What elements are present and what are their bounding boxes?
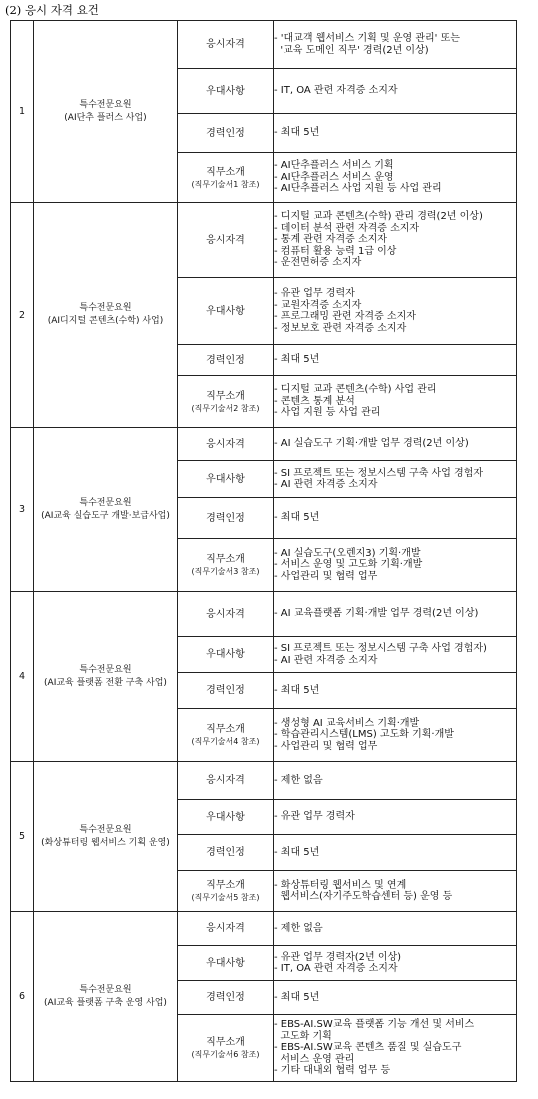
detail-line: - 화상튜터링 웹서비스 및 연계 bbox=[274, 879, 407, 891]
detail-cell bbox=[274, 835, 517, 871]
detail-line: - EBS-AI.SW교육 콘텐츠 품질 및 실습도구 bbox=[274, 1042, 462, 1054]
detail-line: '교육 도메인 직무' 경력(2년 이상) bbox=[274, 44, 429, 56]
detail-cell bbox=[274, 114, 517, 153]
detail-line: - SI 프로젝트 또는 정보시스템 구축 사업 경험자 bbox=[274, 467, 484, 479]
category-cell bbox=[178, 203, 274, 278]
category-cell bbox=[178, 21, 274, 69]
detail-line: - EBS-AI.SW교육 플랫폼 기능 개선 및 서비스 bbox=[274, 1019, 475, 1031]
section-number: 2 bbox=[11, 203, 34, 428]
category-cell bbox=[178, 709, 274, 762]
detail-line: - 생성형 AI 교육서비스 기획·개발 bbox=[274, 717, 420, 729]
detail-cell bbox=[274, 673, 517, 709]
position-cell bbox=[34, 592, 178, 762]
category-label: 우대사항 bbox=[206, 85, 245, 97]
detail-cell bbox=[274, 709, 517, 762]
table-row bbox=[11, 428, 517, 461]
category-cell bbox=[178, 69, 274, 114]
position-cell bbox=[34, 428, 178, 592]
detail-line: - IT, OA 관련 자격증 소지자 bbox=[274, 85, 398, 97]
detail-line: - 제한 없음 bbox=[274, 922, 323, 934]
category-label: 우대사항 bbox=[206, 811, 245, 823]
section-number: 5 bbox=[11, 762, 34, 912]
section-heading: (2) 응시 자격 요건 bbox=[5, 3, 99, 17]
category-label: 경력인정 bbox=[206, 847, 245, 858]
qualification-table bbox=[10, 20, 517, 1082]
project-name: (AI교육 플랫폼 구축 운영 사업) bbox=[44, 997, 167, 1008]
detail-line: - AI 실습도구 기획·개발 업무 경력(2년 이상) bbox=[274, 438, 469, 450]
category-cell bbox=[178, 278, 274, 345]
project-name: (화상튜터링 웹서비스 기획 운영) bbox=[41, 837, 170, 848]
section-number: 3 bbox=[11, 428, 34, 592]
detail-line: - 사업관리 및 협력 업무 bbox=[274, 570, 378, 582]
category-label: 응시자격 bbox=[206, 923, 245, 934]
position-title: 특수전문요원 bbox=[79, 824, 132, 835]
category-cell bbox=[178, 871, 274, 912]
detail-line: - 최대 5년 bbox=[274, 991, 320, 1003]
category-cell bbox=[178, 946, 274, 981]
category-label: 직무소개 bbox=[206, 880, 245, 891]
detail-line: - 최대 5년 bbox=[274, 512, 320, 524]
detail-line: - AI 관련 자격증 소지자 bbox=[274, 479, 378, 490]
table-row bbox=[11, 762, 517, 800]
detail-line: - IT, OA 관련 자격증 소지자 bbox=[274, 963, 398, 974]
detail-line: 웹서비스(자기주도학습센터 등) 운영 등 bbox=[274, 891, 453, 902]
table-row bbox=[11, 203, 517, 278]
category-cell bbox=[178, 153, 274, 203]
detail-line: - 제한 없음 bbox=[274, 774, 323, 786]
detail-cell bbox=[274, 539, 517, 592]
detail-line: - AI 실습도구(오렌지3) 기획·개발 bbox=[274, 547, 421, 559]
detail-cell bbox=[274, 981, 517, 1015]
category-label: 응시자격 bbox=[206, 438, 245, 450]
category-reference: (직무기술서2 참조) bbox=[191, 403, 260, 413]
section-number: 1 bbox=[11, 21, 34, 203]
category-label: 경력인정 bbox=[206, 512, 245, 524]
detail-line: - 최대 5년 bbox=[274, 846, 320, 858]
category-label: 직무소개 bbox=[206, 554, 245, 565]
detail-line: - 사업관리 및 협력 업무 bbox=[274, 740, 378, 752]
detail-line: - 서비스 운영 및 고도화 기획·개발 bbox=[274, 559, 423, 571]
category-cell bbox=[178, 1015, 274, 1082]
category-label: 우대사항 bbox=[206, 649, 245, 660]
category-label: 우대사항 bbox=[206, 957, 245, 969]
detail-cell bbox=[274, 912, 517, 946]
category-label: 응시자격 bbox=[206, 608, 245, 620]
category-cell bbox=[178, 498, 274, 539]
category-reference: (직무기술서5 참조) bbox=[191, 893, 260, 902]
position-title: 특수전문요원 bbox=[79, 984, 132, 995]
detail-line: - AI단추플러스 서비스 기획 bbox=[274, 160, 394, 172]
category-cell bbox=[178, 637, 274, 673]
detail-line: - 통계 관련 자격증 소지자 bbox=[274, 234, 387, 246]
detail-cell bbox=[274, 637, 517, 673]
category-label: 경력인정 bbox=[206, 354, 245, 366]
position-title: 특수전문요원 bbox=[79, 99, 132, 110]
category-reference: (직무기술서3 참조) bbox=[191, 567, 260, 576]
category-reference: (직무기술서1 참조) bbox=[191, 179, 260, 189]
detail-line: - 유관 업무 경력자 bbox=[274, 288, 355, 299]
category-cell bbox=[178, 835, 274, 871]
category-cell bbox=[178, 673, 274, 709]
section-number: 6 bbox=[11, 912, 34, 1082]
detail-cell bbox=[274, 278, 517, 345]
project-name: (AI교육 플랫폼 전환 구축 사업) bbox=[44, 677, 167, 688]
position-cell bbox=[34, 21, 178, 203]
detail-line: - AI단추플러스 서비스 운영 bbox=[274, 171, 394, 183]
category-cell bbox=[178, 461, 274, 498]
category-label: 직무소개 bbox=[206, 1037, 245, 1048]
category-cell bbox=[178, 114, 274, 153]
detail-line: - 디지털 교과 콘텐츠(수학) 사업 관리 bbox=[274, 384, 437, 396]
category-label: 우대사항 bbox=[206, 473, 245, 485]
detail-cell bbox=[274, 428, 517, 461]
category-cell bbox=[178, 539, 274, 592]
category-cell bbox=[178, 800, 274, 835]
project-name: (AI교육 실습도구 개발·보급사업) bbox=[41, 510, 170, 521]
section-number: 4 bbox=[11, 592, 34, 762]
detail-cell bbox=[274, 376, 517, 428]
position-cell bbox=[34, 762, 178, 912]
detail-line: - 데이터 분석 관련 자격증 소지자 bbox=[274, 222, 420, 234]
detail-cell bbox=[274, 203, 517, 278]
category-label: 경력인정 bbox=[206, 685, 245, 696]
category-label: 우대사항 bbox=[206, 305, 245, 317]
detail-cell bbox=[274, 498, 517, 539]
detail-line: - 사업 지원 등 사업 관리 bbox=[274, 407, 381, 419]
detail-line: 고도화 기획 bbox=[274, 1030, 332, 1042]
detail-line: - 유관 업무 경력자 bbox=[274, 811, 355, 823]
detail-line: - 운전면허증 소지자 bbox=[274, 257, 362, 269]
category-label: 경력인정 bbox=[206, 992, 245, 1003]
detail-cell bbox=[274, 345, 517, 376]
category-label: 응시자격 bbox=[206, 775, 245, 786]
detail-line: - SI 프로젝트 또는 정보시스템 구축 사업 경험자) bbox=[274, 643, 487, 654]
project-name: (AI단추 플러스 사업) bbox=[64, 112, 147, 123]
detail-line: - AI 관련 자격증 소지자 bbox=[274, 654, 378, 666]
category-label: 응시자격 bbox=[206, 234, 245, 246]
position-title: 특수전문요원 bbox=[79, 303, 132, 313]
detail-cell bbox=[274, 592, 517, 637]
category-cell bbox=[178, 981, 274, 1015]
detail-cell bbox=[274, 762, 517, 800]
detail-line: - '대교객 웹서비스 기획 및 운영 관리' 또는 bbox=[274, 33, 460, 44]
detail-line: - 학습관리시스템(LMS) 고도화 기획·개발 bbox=[274, 729, 454, 741]
category-cell bbox=[178, 376, 274, 428]
detail-cell bbox=[274, 461, 517, 498]
category-cell bbox=[178, 345, 274, 376]
position-title: 특수전문요원 bbox=[79, 664, 132, 675]
detail-cell bbox=[274, 1015, 517, 1082]
detail-line: - 컴퓨터 활용 능력 1급 이상 bbox=[274, 245, 397, 257]
detail-cell bbox=[274, 800, 517, 835]
detail-line: - 최대 5년 bbox=[274, 684, 320, 696]
detail-line: - 디지털 교과 콘텐츠(수학) 관리 경력(2년 이상) bbox=[274, 211, 483, 223]
category-label: 직무소개 bbox=[206, 390, 245, 402]
category-label: 응시자격 bbox=[206, 39, 245, 50]
detail-line: - 최대 5년 bbox=[274, 127, 320, 139]
detail-cell bbox=[274, 21, 517, 69]
position-title: 특수전문요원 bbox=[79, 497, 132, 508]
category-cell bbox=[178, 592, 274, 637]
table-row bbox=[11, 21, 517, 69]
detail-cell bbox=[274, 946, 517, 981]
project-name: (AI디지털 콘텐츠(수학) 사업) bbox=[47, 316, 164, 326]
detail-line: - 최대 5년 bbox=[274, 354, 320, 366]
category-reference: (직무기술서6 참조) bbox=[191, 1050, 260, 1059]
detail-cell bbox=[274, 153, 517, 203]
detail-line: - 콘텐츠 통계 분석 bbox=[274, 395, 355, 407]
table-row bbox=[11, 912, 517, 946]
category-reference: (직무기술서4 참조) bbox=[191, 737, 260, 746]
detail-line: - 기타 대내외 협력 업무 등 bbox=[274, 1065, 391, 1077]
detail-line: - AI 교육플랫폼 기획·개발 업무 경력(2년 이상) bbox=[274, 608, 479, 620]
position-cell bbox=[34, 912, 178, 1082]
detail-line: - 프로그래밍 관련 자격증 소지자 bbox=[274, 311, 416, 322]
detail-cell bbox=[274, 871, 517, 912]
position-cell bbox=[34, 203, 178, 428]
detail-line: - 유관 업무 경력자(2년 이상) bbox=[274, 951, 402, 963]
category-cell bbox=[178, 912, 274, 946]
detail-line: - AI단추플러스 사업 지원 등 사업 관리 bbox=[274, 183, 442, 195]
category-label: 직무소개 bbox=[206, 724, 245, 735]
category-cell bbox=[178, 762, 274, 800]
detail-cell bbox=[274, 69, 517, 114]
detail-line: - 교원자격증 소지자 bbox=[274, 299, 362, 311]
category-cell bbox=[178, 428, 274, 461]
category-label: 직무소개 bbox=[206, 166, 245, 178]
category-label: 경력인정 bbox=[206, 127, 245, 139]
detail-line: - 정보보호 관련 자격증 소지자 bbox=[274, 322, 407, 334]
detail-line: 서비스 운영 관리 bbox=[274, 1053, 355, 1065]
table-row bbox=[11, 592, 517, 637]
